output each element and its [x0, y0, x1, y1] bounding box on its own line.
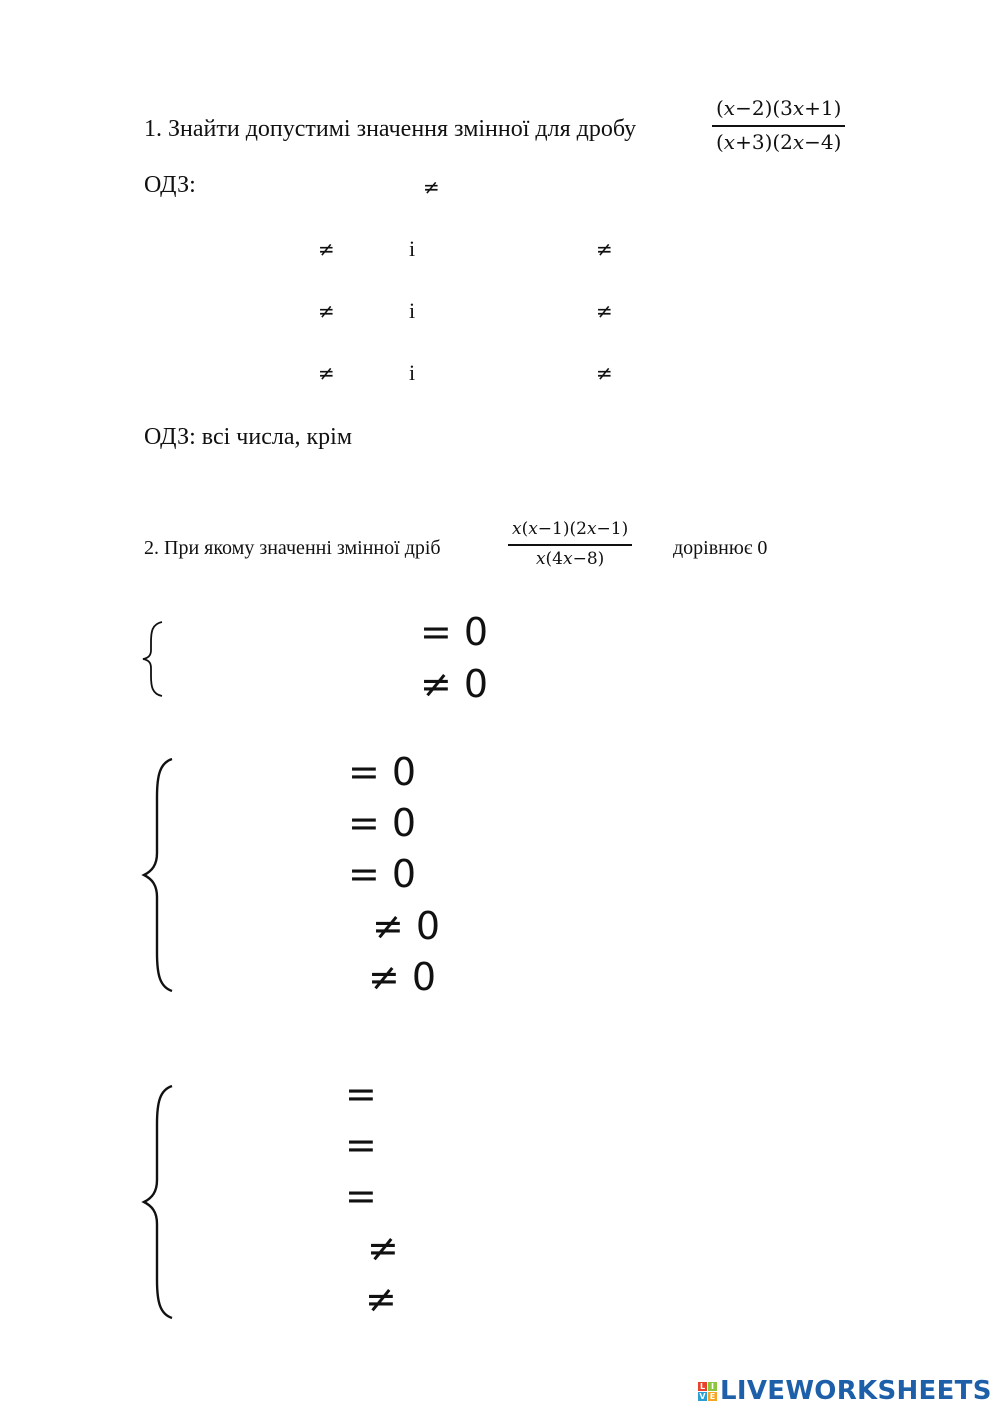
task1-fraction-bar	[712, 125, 845, 127]
system2-brace	[140, 757, 176, 993]
system3-row1: =	[345, 1072, 377, 1116]
row3-conjunction: і	[409, 360, 416, 385]
task2-fraction-numerator: 𝑥(𝑥−1)(2𝑥−1)	[512, 519, 629, 539]
logo-mark-e: E	[709, 1391, 716, 1401]
task2-fraction-bar	[508, 544, 632, 546]
task2-question: 2. При якому значенні змінної дріб	[144, 537, 441, 559]
system3-row5: ≠	[365, 1277, 397, 1321]
row2-conjunction: і	[409, 298, 416, 323]
task1-fraction	[712, 96, 845, 154]
logo-mark-v: V	[699, 1391, 706, 1401]
row3-right-sign: ≠	[596, 361, 613, 385]
liveworksheets-logo-text: LIVEWORKSHEETS	[720, 1376, 992, 1406]
system2-row3: = 0	[348, 852, 417, 896]
system3-row4: ≠	[367, 1226, 399, 1270]
liveworksheets-logo	[698, 1376, 992, 1406]
task1-question: 1. Знайти допустимі значення змінної для дробу	[144, 116, 637, 142]
odz-label: ОДЗ:	[144, 172, 196, 198]
system3-brace	[140, 1084, 176, 1320]
system2-row4: ≠ 0	[372, 904, 441, 948]
task2-tail: дорівнює 0	[673, 537, 768, 559]
system2-row5: ≠ 0	[368, 955, 437, 999]
task1-fraction-numerator: (𝑥−2)(3𝑥+1)	[716, 96, 842, 120]
system1-row1: = 0	[420, 610, 489, 654]
row2-right-sign: ≠	[596, 299, 613, 323]
row2-left-sign: ≠	[318, 299, 335, 323]
task1-fraction-denominator: (𝑥+3)(2𝑥−4)	[716, 129, 842, 154]
system1-brace	[140, 620, 166, 698]
odz-result-label: ОДЗ: всі числа, крім	[144, 424, 353, 450]
system3-row2: =	[345, 1123, 377, 1167]
row3-left-sign: ≠	[318, 361, 335, 385]
logo-mark-l: L	[699, 1381, 706, 1391]
row1-left-sign: ≠	[318, 237, 335, 261]
liveworksheets-logo-icon	[698, 1382, 717, 1401]
system2-row2: = 0	[348, 801, 417, 845]
task2-fraction	[508, 519, 632, 569]
task2-fraction-denominator: 𝑥(4𝑥−8)	[535, 548, 605, 569]
logo-mark-i: I	[708, 1382, 717, 1391]
row1-conjunction: і	[409, 236, 416, 261]
system1-row2: ≠ 0	[420, 662, 489, 706]
system2-row1: = 0	[348, 750, 417, 794]
system3-row3: =	[345, 1174, 377, 1218]
row1-right-sign: ≠	[596, 237, 613, 261]
odz-not-equal-sign: ≠	[423, 175, 440, 199]
